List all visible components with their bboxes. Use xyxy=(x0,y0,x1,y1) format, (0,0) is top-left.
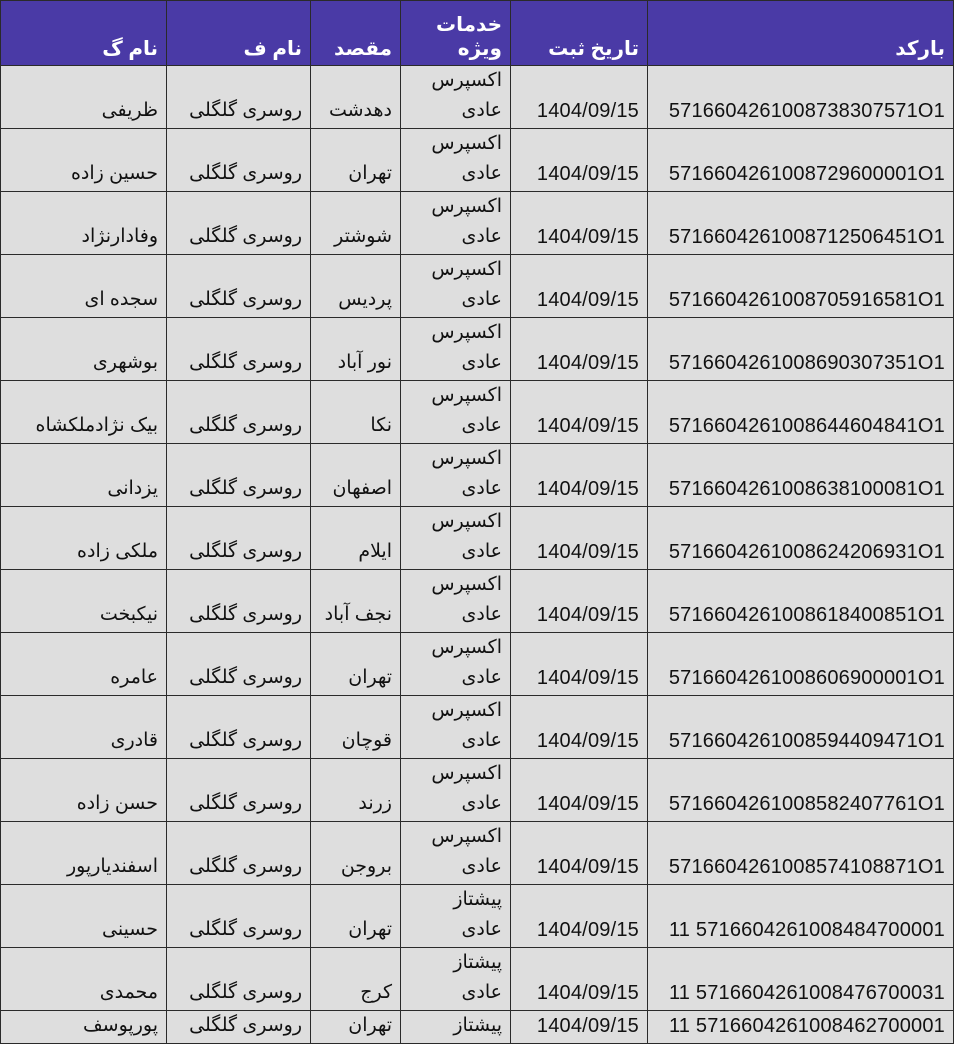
barcode-cell: 5716604261008462700001 11 xyxy=(648,1011,954,1044)
service-cell xyxy=(401,1011,511,1044)
table-row xyxy=(1,696,954,759)
first-name-cell: روسری گلگلی xyxy=(167,255,311,318)
first-name-cell: روسری گلگلی xyxy=(167,318,311,381)
table-row xyxy=(1,129,954,192)
date-cell: 1404/09/15 xyxy=(511,444,648,507)
service-cell xyxy=(401,444,511,507)
last-name-cell: ملکی زاده xyxy=(1,507,167,570)
date-cell: 1404/09/15 xyxy=(511,759,648,822)
service-type: اکسپرس xyxy=(431,259,502,280)
destination-cell: نکا xyxy=(311,381,401,444)
service-type: اکسپرس xyxy=(431,826,502,847)
last-name-cell: محمدی xyxy=(1,948,167,1011)
header-row xyxy=(1,1,954,66)
table-row xyxy=(1,570,954,633)
last-name-cell: اسفندیارپور xyxy=(1,822,167,885)
date-cell: 1404/09/15 xyxy=(511,66,648,129)
destination-cell: بروجن xyxy=(311,822,401,885)
date-cell: 1404/09/15 xyxy=(511,318,648,381)
service-type: اکسپرس xyxy=(431,385,502,406)
barcode-cell: 5716604261008690307351O1 xyxy=(648,318,954,381)
table-row xyxy=(1,255,954,318)
table-row xyxy=(1,381,954,444)
date-cell: 1404/09/15 xyxy=(511,633,648,696)
date-cell: 1404/09/15 xyxy=(511,507,648,570)
destination-cell: کرج xyxy=(311,948,401,1011)
destination-cell: تهران xyxy=(311,633,401,696)
service-type: اکسپرس xyxy=(431,133,502,154)
barcode-cell: 5716604261008618400851O1 xyxy=(648,570,954,633)
service-type: اکسپرس xyxy=(431,322,502,343)
destination-cell: قوچان xyxy=(311,696,401,759)
header-first-name: نام ف xyxy=(167,1,311,66)
date-cell: 1404/09/15 xyxy=(511,570,648,633)
table-row xyxy=(1,759,954,822)
service-mode: عادی xyxy=(461,478,502,499)
service-type: اکسپرس xyxy=(431,574,502,595)
first-name-cell: روسری گلگلی xyxy=(167,66,311,129)
last-name-cell: سجده ای xyxy=(1,255,167,318)
service-cell xyxy=(401,255,511,318)
service-cell xyxy=(401,66,511,129)
service-type: اکسپرس xyxy=(431,196,502,217)
last-name-cell: پورپوسف xyxy=(1,1011,167,1044)
barcode-cell: 5716604261008624206931O1 xyxy=(648,507,954,570)
first-name-cell: روسری گلگلی xyxy=(167,507,311,570)
service-mode: عادی xyxy=(461,982,502,1003)
table-row xyxy=(1,885,954,948)
first-name-cell: روسری گلگلی xyxy=(167,948,311,1011)
barcode-cell: 5716604261008729600001O1 xyxy=(648,129,954,192)
service-type: پیشتاز xyxy=(453,1015,502,1036)
barcode-cell: 5716604261008476700031 11 xyxy=(648,948,954,1011)
service-cell xyxy=(401,948,511,1011)
barcode-cell: 5716604261008705916581O1 xyxy=(648,255,954,318)
table-row xyxy=(1,822,954,885)
date-cell: 1404/09/15 xyxy=(511,822,648,885)
table-row xyxy=(1,192,954,255)
service-cell xyxy=(401,129,511,192)
last-name-cell: قادری xyxy=(1,696,167,759)
last-name-cell: یزدانی xyxy=(1,444,167,507)
last-name-cell: بیک نژادملکشاه xyxy=(1,381,167,444)
barcode-cell: 5716604261008638100081O1 xyxy=(648,444,954,507)
service-cell xyxy=(401,696,511,759)
service-type: اکسپرس xyxy=(431,511,502,532)
destination-cell: ایلام xyxy=(311,507,401,570)
service-mode: عادی xyxy=(461,793,502,814)
service-mode: عادی xyxy=(461,226,502,247)
header-date: تاریخ ثبت xyxy=(511,1,648,66)
destination-cell: تهران xyxy=(311,129,401,192)
table-row xyxy=(1,507,954,570)
service-type: اکسپرس xyxy=(431,700,502,721)
last-name-cell: حسین زاده xyxy=(1,129,167,192)
last-name-cell: عامره xyxy=(1,633,167,696)
service-cell xyxy=(401,381,511,444)
barcode-cell: 5716604261008582407761O1 xyxy=(648,759,954,822)
table-row xyxy=(1,66,954,129)
service-cell xyxy=(401,822,511,885)
first-name-cell: روسری گلگلی xyxy=(167,381,311,444)
service-type: اکسپرس xyxy=(431,70,502,91)
barcode-cell: 5716604261008644604841O1 xyxy=(648,381,954,444)
table-row xyxy=(1,633,954,696)
service-type: اکسپرس xyxy=(431,763,502,784)
service-mode: عادی xyxy=(461,352,502,373)
last-name-cell: حسینی xyxy=(1,885,167,948)
first-name-cell: روسری گلگلی xyxy=(167,759,311,822)
first-name-cell: روسری گلگلی xyxy=(167,822,311,885)
table-row xyxy=(1,318,954,381)
service-mode: عادی xyxy=(461,100,502,121)
first-name-cell: روسری گلگلی xyxy=(167,1011,311,1044)
service-mode: عادی xyxy=(461,730,502,751)
barcode-cell: 5716604261008606900001O1 xyxy=(648,633,954,696)
first-name-cell: روسری گلگلی xyxy=(167,444,311,507)
service-mode: عادی xyxy=(461,541,502,562)
destination-cell: شوشتر xyxy=(311,192,401,255)
date-cell: 1404/09/15 xyxy=(511,1011,648,1044)
destination-cell: اصفهان xyxy=(311,444,401,507)
barcode-cell: 5716604261008738307571O1 xyxy=(648,66,954,129)
last-name-cell: ظریفی xyxy=(1,66,167,129)
first-name-cell: روسری گلگلی xyxy=(167,696,311,759)
header-service: خدمات ویژه xyxy=(401,1,511,66)
service-cell xyxy=(401,570,511,633)
header-destination: مقصد xyxy=(311,1,401,66)
destination-cell: پردیس xyxy=(311,255,401,318)
barcode-cell: 5716604261008574108871O1 xyxy=(648,822,954,885)
table-row xyxy=(1,444,954,507)
date-cell: 1404/09/15 xyxy=(511,192,648,255)
first-name-cell: روسری گلگلی xyxy=(167,129,311,192)
first-name-cell: روسری گلگلی xyxy=(167,885,311,948)
service-type: پیشتاز xyxy=(453,889,502,910)
service-type: پیشتاز xyxy=(453,952,502,973)
date-cell: 1404/09/15 xyxy=(511,885,648,948)
service-cell xyxy=(401,507,511,570)
service-mode: عادی xyxy=(461,919,502,940)
barcode-cell: 5716604261008594409471O1 xyxy=(648,696,954,759)
table-row xyxy=(1,1011,954,1044)
header-last-name: نام گ xyxy=(1,1,167,66)
date-cell: 1404/09/15 xyxy=(511,696,648,759)
service-mode: عادی xyxy=(461,289,502,310)
service-cell xyxy=(401,633,511,696)
date-cell: 1404/09/15 xyxy=(511,129,648,192)
header-barcode: بارکد xyxy=(648,1,954,66)
destination-cell: نور آباد xyxy=(311,318,401,381)
service-mode: عادی xyxy=(461,163,502,184)
last-name-cell: حسن زاده xyxy=(1,759,167,822)
service-mode: عادی xyxy=(461,415,502,436)
first-name-cell: روسری گلگلی xyxy=(167,633,311,696)
barcode-cell: 5716604261008712506451O1 xyxy=(648,192,954,255)
date-cell: 1404/09/15 xyxy=(511,381,648,444)
service-cell xyxy=(401,759,511,822)
service-mode: عادی xyxy=(461,667,502,688)
date-cell: 1404/09/15 xyxy=(511,255,648,318)
service-cell xyxy=(401,318,511,381)
destination-cell: تهران xyxy=(311,885,401,948)
last-name-cell: نیکبخت xyxy=(1,570,167,633)
date-cell: 1404/09/15 xyxy=(511,948,648,1011)
first-name-cell: روسری گلگلی xyxy=(167,192,311,255)
barcode-cell: 5716604261008484700001 11 xyxy=(648,885,954,948)
last-name-cell: وفادارنژاد xyxy=(1,192,167,255)
service-mode: عادی xyxy=(461,856,502,877)
service-mode: عادی xyxy=(461,604,502,625)
table-row xyxy=(1,948,954,1011)
service-type: اکسپرس xyxy=(431,637,502,658)
destination-cell: زرند xyxy=(311,759,401,822)
destination-cell: نجف آباد xyxy=(311,570,401,633)
service-cell xyxy=(401,192,511,255)
service-cell xyxy=(401,885,511,948)
last-name-cell: بوشهری xyxy=(1,318,167,381)
destination-cell: تهران xyxy=(311,1011,401,1044)
destination-cell: دهدشت xyxy=(311,66,401,129)
first-name-cell: روسری گلگلی xyxy=(167,570,311,633)
service-type: اکسپرس xyxy=(431,448,502,469)
